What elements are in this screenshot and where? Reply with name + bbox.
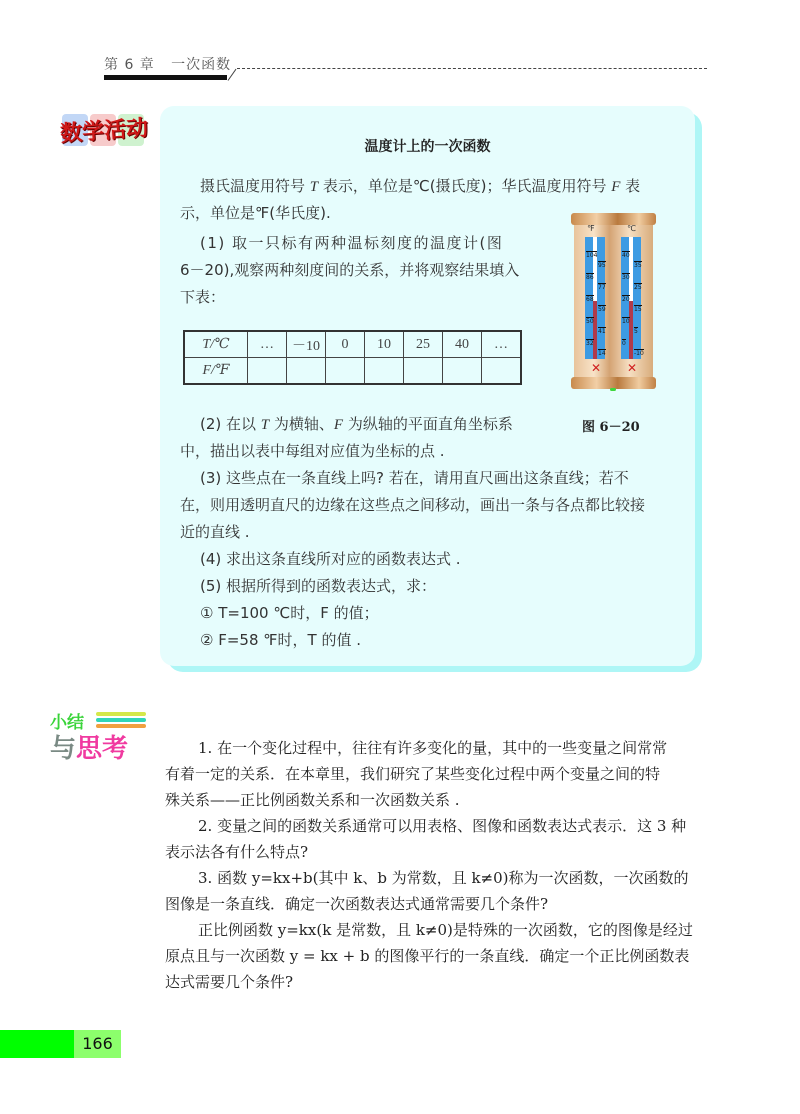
row-header-fahrenheit: F/℉ xyxy=(184,358,248,385)
cross-mark-icon: ✕ xyxy=(627,361,638,375)
step3-line-1: (3) 这些点在一条直线上吗? 若在，请用直尺画出这条直线；若不 xyxy=(200,469,629,487)
table-cell: 0 xyxy=(326,331,365,358)
book-stripe-icon xyxy=(96,712,146,716)
summary-item1-line2: 有着一定的关系．在本章里，我们研究了某些变化过程中两个变量之间的特 xyxy=(165,765,661,783)
var-T: T xyxy=(309,179,319,195)
summary-item2-line2: 表示法各有什么特点? xyxy=(165,843,309,861)
summary-item4-line3: 达式需要几个条件? xyxy=(165,973,294,991)
table-cell-empty xyxy=(365,358,404,385)
tick-label: 20 xyxy=(622,296,630,303)
chapter-title xyxy=(104,54,231,74)
chapter-number: 第 6 章 xyxy=(104,57,155,73)
table-cell-empty xyxy=(404,358,443,385)
intro-line-1 xyxy=(200,173,640,201)
table-cell-empty xyxy=(443,358,482,385)
step4: (4) 求出这条直线所对应的函数表达式 . xyxy=(200,550,461,568)
summary-item1-line3: 殊关系——正比例函数关系和一次函数关系 . xyxy=(165,791,460,809)
summary-item2-line1: 2. 变量之间的函数关系通常可以用表格、图像和函数表达式表示．这 3 种 xyxy=(198,817,687,835)
tick-label: 32 xyxy=(586,340,594,347)
summary-item3-line1: 3. 函数 y=kx+b(其中 k、b 为常数，且 k≠0)称为一次函数，一次函数的 xyxy=(198,869,689,887)
text: (2) 在以 xyxy=(200,415,261,433)
thermometer-top-cap xyxy=(571,213,656,225)
var-F: F xyxy=(333,417,344,433)
tick-label: 77 xyxy=(598,284,606,291)
page-header xyxy=(104,52,704,82)
tick-label: 10 xyxy=(622,318,630,325)
step2-line-1 xyxy=(200,411,513,439)
step3-line-2: 在，则用透明直尺的边缘在这些点之间移动，画出一条与各点都比较接 xyxy=(180,496,646,514)
summary-think-badge xyxy=(50,708,160,762)
tick-label: 40 xyxy=(622,252,630,259)
var-F: F xyxy=(611,179,621,195)
tick-label: 14 xyxy=(598,350,606,357)
badge-summary-label: 小结 xyxy=(50,713,84,733)
thermometer-figure xyxy=(571,211,656,391)
table-cell-empty xyxy=(248,358,287,385)
row-header-celsius: T/℃ xyxy=(184,331,248,358)
badge-think-label xyxy=(50,728,128,765)
text: 思考 xyxy=(76,734,129,764)
tick-label: 0 xyxy=(622,340,626,347)
fahrenheit-mercury xyxy=(593,301,597,359)
cross-mark-icon: ✕ xyxy=(591,361,602,375)
table-cell: 40 xyxy=(443,331,482,358)
tick-label: 50 xyxy=(586,318,594,325)
activity-panel xyxy=(160,106,695,666)
header-dashed-rule xyxy=(237,68,707,69)
tick-label: 86 xyxy=(586,274,594,281)
summary-item4-line1: 正比例函数 y=kx(k 是常数，且 k≠0)是特殊的一次函数，它的图像是经过 xyxy=(198,921,693,939)
tick-label: 68 xyxy=(586,296,594,303)
table-cell-empty xyxy=(326,358,365,385)
summary-item4-line2: 原点且与一次函数 y = kx + b 的图像平行的一条直线．确定一个正比例函数表 xyxy=(165,947,690,965)
question-1: ① T=100 ℃时，F 的值； xyxy=(200,604,379,622)
fahrenheit-unit-label: ℉ xyxy=(587,224,595,233)
step5: (5) 根据所得到的函数表达式，求： xyxy=(200,577,437,595)
tick-label: 15 xyxy=(634,306,642,313)
step1-line-3: 下表： xyxy=(180,288,226,306)
table-cell: … xyxy=(248,331,287,358)
text: 为纵轴的平面直角坐标系 xyxy=(343,415,513,433)
badge-label: 数学活动 xyxy=(59,114,149,148)
book-stripe-icon xyxy=(96,718,146,722)
tick-label: 25 xyxy=(634,284,642,291)
table-cell: －10 xyxy=(287,331,326,358)
table-cell-empty xyxy=(287,358,326,385)
step1-line-2: 6－20),观察两种刻度间的关系，并将观察结果填入 xyxy=(180,261,520,279)
table-cell: 25 xyxy=(404,331,443,358)
tick-label: -10 xyxy=(634,350,644,357)
chapter-name: 一次函数 xyxy=(171,57,232,73)
activity-title: 温度计上的一次函数 xyxy=(364,139,491,155)
table-cell-empty xyxy=(482,358,522,385)
math-activity-badge xyxy=(60,108,160,152)
tick-label: 104 xyxy=(586,252,598,259)
temperature-table xyxy=(183,330,522,385)
summary-item1-line1: 1. 在一个变化过程中，往往有许多变化的量，其中的一些变量之间常常 xyxy=(198,739,668,757)
tick-label: 30 xyxy=(622,274,630,281)
step2-line-2: 中，描出以表中每组对应值为坐标的点 . xyxy=(180,442,445,460)
green-indicator-icon xyxy=(610,388,616,391)
celsius-unit-label: ℃ xyxy=(627,224,636,233)
table-cell: 10 xyxy=(365,331,404,358)
page-number-bar xyxy=(0,1030,74,1058)
tick-label: 35 xyxy=(634,262,642,269)
text: 摄氏温度用符号 xyxy=(200,177,310,195)
intro-line-2: 示，单位是℉(华氏度). xyxy=(180,204,331,222)
question-2: ② F=58 ℉时，T 的值 . xyxy=(200,631,362,649)
tick-label: 59 xyxy=(598,306,606,313)
celsius-mercury xyxy=(629,301,633,359)
header-underline xyxy=(104,75,227,80)
figure-caption: 图 6－20 xyxy=(582,420,640,435)
table-row-fahrenheit xyxy=(184,358,521,385)
tick-label: 95 xyxy=(598,262,606,269)
text: 为横轴、 xyxy=(269,415,334,433)
step3-line-3: 近的直线 . xyxy=(180,523,250,541)
summary-item3-line2: 图像是一条直线．确定一次函数表达式通常需要几个条件? xyxy=(165,895,549,913)
page-number: 166 xyxy=(74,1030,121,1058)
text: 表 xyxy=(620,177,641,195)
table-cell: … xyxy=(482,331,522,358)
text: 与 xyxy=(50,734,77,764)
text: 表示，单位是℃(摄氏度)；华氏温度用符号 xyxy=(318,177,612,195)
step1-line-1: (1) 取一只标有两种温标刻度的温度计(图 xyxy=(200,234,504,252)
tick-label: 5 xyxy=(634,328,638,335)
table-row-celsius xyxy=(184,331,521,358)
var-T: T xyxy=(260,417,270,433)
tick-label: 41 xyxy=(598,328,606,335)
